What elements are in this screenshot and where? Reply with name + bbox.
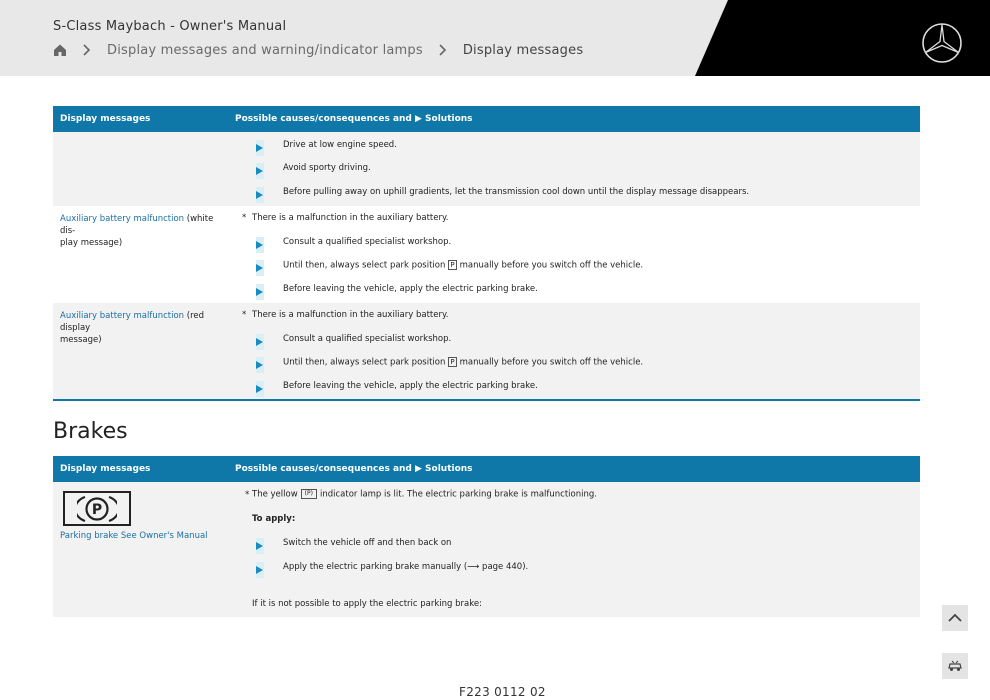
section-title-brakes: Brakes xyxy=(53,419,128,444)
breadcrumb-current: Display messages xyxy=(462,42,584,58)
step-text: Avoid sporty driving. xyxy=(283,163,371,173)
mercedes-star-logo[interactable] xyxy=(921,22,963,64)
column-header-display-messages: Display messages xyxy=(60,114,151,124)
cause-text-part: The yellow xyxy=(252,489,298,500)
step-arrow-icon xyxy=(253,140,267,156)
manual-title: S-Class Maybach - Owner's Manual xyxy=(53,19,287,34)
step-text: Drive at low engine speed. xyxy=(283,140,397,150)
step-text-part: manually before you switch off the vehicle. xyxy=(459,260,644,271)
step-text: Apply the electric parking brake manually (⟶ page 440). xyxy=(283,562,529,572)
cause-text-part: indicator lamp is lit. The electric parking brake is malfunctioning. xyxy=(319,489,597,500)
table-header xyxy=(53,106,920,132)
row-label xyxy=(60,530,220,542)
parking-brake-link[interactable]: Parking brake See Owner's Manual xyxy=(60,531,208,541)
step-arrow-icon xyxy=(253,187,267,203)
row-label-text: message) xyxy=(60,335,102,345)
image-reference-code: F223 0112 02 xyxy=(459,685,546,699)
chevron-right-icon xyxy=(437,43,449,57)
to-apply-heading: To apply: xyxy=(252,514,296,524)
table-row xyxy=(53,482,920,617)
parking-brake-icon xyxy=(63,491,131,526)
step-text: Before leaving the vehicle, apply the electric parking brake. xyxy=(283,381,538,391)
step-arrow-icon xyxy=(253,334,267,350)
row-label xyxy=(60,310,220,346)
auxiliary-battery-link[interactable]: Auxiliary battery malfunction xyxy=(60,214,185,224)
step-arrow-icon xyxy=(253,562,267,578)
step-arrow-icon xyxy=(253,163,267,179)
cause-text xyxy=(252,489,597,500)
header-brand-panel xyxy=(0,0,990,76)
chevron-right-icon xyxy=(81,43,93,57)
home-icon[interactable] xyxy=(53,43,67,57)
row-label-text: (white dis- xyxy=(60,214,214,236)
display-messages-table xyxy=(53,106,920,400)
vehicle-view-button[interactable] xyxy=(942,653,968,679)
step-text-part: Until then, always select park position xyxy=(283,357,446,368)
cause-marker: * xyxy=(242,310,247,320)
auxiliary-battery-link[interactable]: Auxiliary battery malfunction xyxy=(60,311,185,321)
note-text: If it is not possible to apply the electric parking brake: xyxy=(252,599,482,609)
parking-brake-glyph xyxy=(77,494,117,524)
parking-brake-lamp-symbol: (P) xyxy=(301,489,317,499)
table-row xyxy=(53,132,920,206)
step-arrow-icon xyxy=(253,381,267,397)
row-label-text: (red display xyxy=(60,311,205,333)
park-position-symbol: P xyxy=(450,358,455,366)
cause-text: There is a malfunction in the auxiliary battery. xyxy=(252,213,449,223)
row-label xyxy=(60,213,220,249)
column-header-causes-solutions: Possible causes/consequences and ▶ Solutions xyxy=(235,114,473,124)
step-arrow-icon xyxy=(253,284,267,300)
step-text: Before leaving the vehicle, apply the electric parking brake. xyxy=(283,284,538,294)
step-text-part: Until then, always select park position xyxy=(283,260,446,271)
brakes-table xyxy=(53,456,920,617)
step-text: Switch the vehicle off and then back on xyxy=(283,538,452,548)
table-row xyxy=(53,303,920,400)
step-text: Consult a qualified specialist workshop. xyxy=(283,237,452,247)
step-text: Consult a qualified specialist workshop. xyxy=(283,334,452,344)
cause-marker: * xyxy=(245,490,250,500)
parking-brake-letter: P xyxy=(91,501,103,518)
car-icon xyxy=(946,659,964,673)
step-arrow-icon xyxy=(253,357,267,373)
step-text xyxy=(283,357,643,368)
table-row xyxy=(53,206,920,303)
breadcrumb xyxy=(53,40,583,60)
step-arrow-icon xyxy=(253,538,267,554)
table-bottom-rule xyxy=(53,399,920,401)
column-header-causes-solutions: Possible causes/consequences and ▶ Solutions xyxy=(235,464,473,474)
chevron-up-icon xyxy=(947,612,963,624)
row-label-text: play message) xyxy=(60,238,123,248)
cause-marker: * xyxy=(242,213,247,223)
breadcrumb-link-display-messages-and-lamps[interactable]: Display messages and warning/indicator lamps xyxy=(107,42,423,58)
cause-text: There is a malfunction in the auxiliary battery. xyxy=(252,310,449,320)
column-header-display-messages: Display messages xyxy=(60,464,151,474)
park-position-symbol: P xyxy=(450,261,455,269)
step-arrow-icon xyxy=(253,237,267,253)
scroll-to-top-button[interactable] xyxy=(942,605,968,631)
step-text: Before pulling away on uphill gradients, let the transmission cool down until the display message disappears. xyxy=(283,187,750,197)
step-text-part: manually before you switch off the vehicle. xyxy=(459,357,644,368)
step-text xyxy=(283,260,643,271)
table-header xyxy=(53,456,920,482)
step-arrow-icon xyxy=(253,260,267,276)
